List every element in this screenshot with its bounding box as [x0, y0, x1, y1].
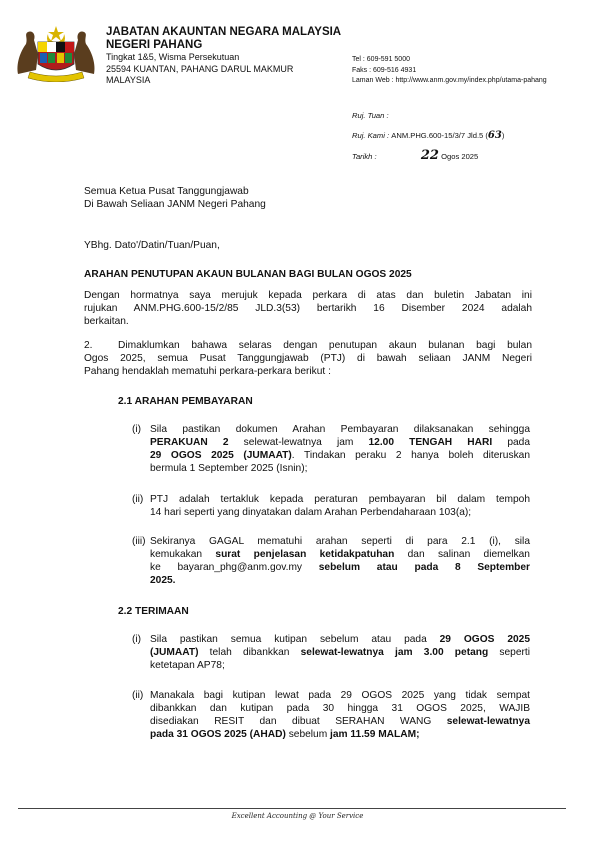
text: pada — [492, 437, 531, 448]
text: disediakan RESIT dan dibuat SERAHAN WANG — [150, 716, 447, 727]
tarikh — [352, 148, 478, 163]
item-line — [150, 646, 530, 659]
item-line — [150, 548, 530, 561]
tarikh-day-handwritten: 22 — [420, 148, 439, 163]
footer-tagline: Excellent Accounting @ Your Service — [231, 812, 364, 820]
text: Sila pastikan semua kutipan sebelum atau pada — [150, 634, 440, 645]
ruj-kami-label: Ruj. Kami : — [352, 131, 390, 140]
para2-line: Ogos 2025, semua Pusat Tanggungjawab (PTJ) di bawah seliaan JANM Negeri — [84, 353, 532, 364]
footer-divider — [18, 808, 566, 809]
text: kemukakan — [150, 549, 216, 560]
bold-text: 12.00 TENGAH HARI — [368, 437, 493, 448]
org-address — [106, 52, 293, 87]
item-number: (i) — [132, 424, 142, 435]
ruj-kami-value: ANM.PHG.600-15/3/7 Jld.5 ( — [391, 131, 488, 140]
salutation: YBhg. Dato'/Datin/Tuan/Puan, — [84, 240, 220, 251]
contact-info — [352, 55, 547, 87]
item-line — [150, 436, 530, 449]
item-number: (iii) — [132, 536, 146, 547]
recipient-line: Di Bawah Seliaan JANM Negeri Pahang — [84, 199, 266, 210]
para1-line: berkaitan. — [84, 316, 129, 327]
text: seperti — [488, 647, 530, 658]
tarikh-month-year: Ogos 2025 — [441, 152, 479, 161]
address-line: MALAYSIA — [106, 75, 151, 85]
website-text: Laman Web : http://www.anm.gov.my/index.php/utama-pahang — [352, 77, 547, 84]
paragraph-2 — [84, 339, 532, 378]
item-line — [150, 715, 530, 728]
organisation-name — [106, 26, 341, 52]
section-2-2-item-ii — [150, 689, 530, 741]
paragraph-1 — [84, 289, 532, 328]
recipient — [84, 185, 266, 211]
section-2-2-heading: 2.2 TERIMAAN — [118, 606, 189, 617]
item-line: Sila pastikan dokumen Arahan Pembayaran dilaksanakan sehingga — [150, 424, 530, 435]
ruj-tuan-label: Ruj. Tuan : — [352, 111, 389, 120]
bold-text: pada 31 OGOS 2025 (AHAD) — [150, 729, 286, 740]
bold-text: 29 OGOS 2025 — [439, 634, 530, 645]
text: selewat-lewatnya jam — [228, 437, 369, 448]
recipient-line: Semua Ketua Pusat Tanggungjawab — [84, 186, 249, 197]
item-number: (i) — [132, 634, 142, 645]
item-line: 2025. — [150, 575, 176, 586]
email-text: ke bayaran_phg@anm.gov.my — [150, 562, 319, 573]
para2-number: 2. — [84, 340, 93, 351]
bold-text: (JUMAAT) — [150, 647, 199, 658]
coat-of-arms-logo — [14, 24, 98, 82]
bold-text: jam 11.59 MALAM; — [330, 729, 420, 740]
subject-heading: ARAHAN PENUTUPAN AKAUN BULANAN BAGI BULAN OGOS 2025 — [84, 269, 412, 280]
tel-text: Tel : 609-591 5000 — [352, 56, 410, 63]
item-line: Manakala bagi kutipan lewat pada 29 OGOS 2025 yang tidak sempat — [150, 690, 530, 701]
tarikh-label: Tarikh : — [352, 152, 377, 161]
item-number: (ii) — [132, 494, 144, 505]
section-2-1-heading: 2.1 ARAHAN PEMBAYARAN — [118, 396, 253, 407]
section-2-2-item-i — [150, 633, 530, 672]
item-line: dibankkan dan kutipan pada 30 hingga 31 OGOS 2025, WAJIB — [150, 703, 530, 714]
bold-text: PERAKUAN 2 — [150, 437, 229, 448]
item-number: (ii) — [132, 690, 144, 701]
text: sebelum — [285, 729, 331, 740]
para1-line: Dengan hormatnya saya merujuk kepada perkara di atas dan buletin Jabatan ini — [84, 290, 532, 301]
item-line: PTJ adalah tertakluk kepada peraturan pembayaran bil dalam tempoh — [150, 494, 530, 505]
item-line: bermula 1 September 2025 (Isnin); — [150, 463, 308, 474]
bold-text: 29 OGOS 2025 (JUMAAT) — [150, 450, 292, 461]
bold-text: sebelum atau pada 8 September — [318, 562, 530, 573]
section-2-1-item-ii — [150, 493, 530, 519]
ruj-kami — [352, 130, 504, 141]
org-line-2: NEGERI PAHANG — [106, 39, 203, 51]
para1-line: rujukan ANM.PHG.600-15/2/85 JLD.3(53) bertarikh 16 Disember 2024 adalah — [84, 303, 532, 314]
item-line: ketetapan AP78; — [150, 660, 225, 671]
item-line: Sekiranya GAGAL mematuhi arahan seperti di para 2.1 (i), sila — [150, 536, 530, 547]
fax-text: Faks : 609-516 4931 — [352, 66, 417, 74]
ruj-kami-handwritten: 63 — [487, 130, 502, 141]
ruj-tuan — [352, 111, 389, 120]
text: telah dibankkan — [198, 647, 301, 658]
item-line: 14 hari seperti yang dinyatakan dalam Arahan Perbendaharaan 103(a); — [150, 507, 472, 518]
ruj-kami-close: ) — [501, 131, 505, 140]
section-2-1-item-iii — [150, 535, 530, 587]
text: . Tindakan peraku 2 hanya boleh diteruskan — [291, 450, 530, 461]
item-line — [150, 728, 530, 741]
para2-line: Dimaklumkan bahawa selaras dengan penutupan akaun bulanan bagi bulan — [118, 340, 532, 351]
org-line-1: JABATAN AKAUNTAN NEGARA MALAYSIA — [106, 26, 342, 38]
address-line: 25594 KUANTAN, PAHANG DARUL MAKMUR — [106, 63, 294, 74]
section-2-1-item-i — [150, 423, 530, 475]
bold-text: surat penjelasan ketidakpatuhan — [215, 549, 395, 560]
address-line: Tingkat 1&5, Wisma Persekutuan — [106, 52, 240, 62]
item-line — [150, 633, 530, 646]
item-line — [150, 449, 530, 462]
bold-text: selewat-lewatnya — [446, 716, 530, 727]
bold-text: selewat-lewatnya jam 3.00 petang — [300, 647, 489, 658]
text: dan salinan diemelkan — [394, 549, 530, 560]
item-line — [150, 561, 530, 574]
para2-line: Pahang hendaklah mematuhi perkara-perkara berikut : — [84, 366, 331, 377]
